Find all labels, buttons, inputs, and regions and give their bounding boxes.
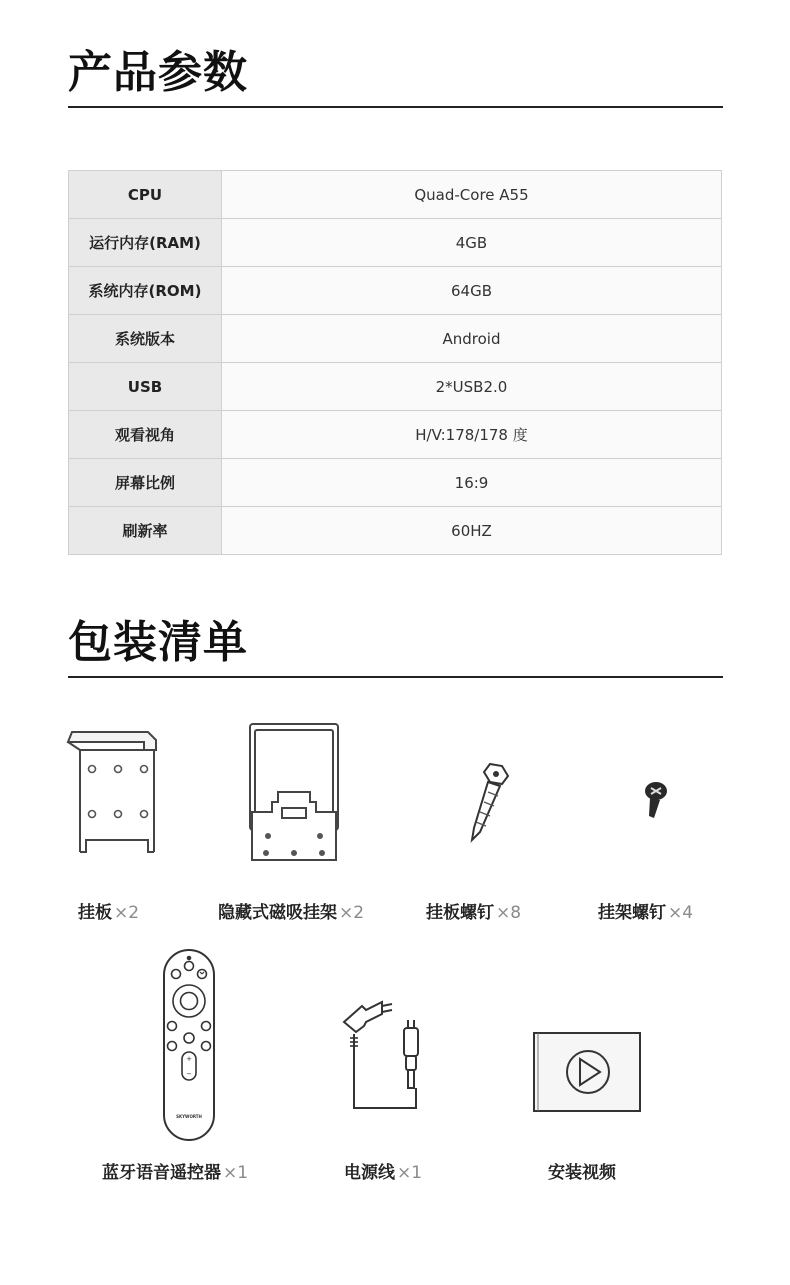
spec-label: CPU <box>69 171 222 219</box>
table-row <box>69 267 722 315</box>
power-cable-icon <box>342 998 438 1114</box>
package-item-name: 蓝牙语音遥控器 <box>102 1163 221 1183</box>
package-item-qty: ×2 <box>339 903 365 923</box>
package-item-qty: ×2 <box>114 903 140 923</box>
package-item-caption <box>218 898 364 923</box>
table-row <box>69 171 722 219</box>
package-item-name: 隐藏式磁吸挂架 <box>218 903 337 923</box>
table-row <box>69 363 722 411</box>
spec-label: 系统版本 <box>69 315 222 363</box>
table-row <box>69 459 722 507</box>
spec-label: 刷新率 <box>69 507 222 555</box>
package-item-name: 电源线 <box>344 1163 395 1183</box>
table-row <box>69 219 722 267</box>
spec-value: 64GB <box>222 267 722 315</box>
short-screw-icon <box>640 780 670 822</box>
spec-label: USB <box>69 363 222 411</box>
table-row <box>69 315 722 363</box>
package-item-qty: ×1 <box>397 1163 423 1183</box>
specs-section-title: 产品参数 <box>68 47 248 98</box>
specs-title-divider <box>68 106 723 108</box>
table-row <box>69 507 722 555</box>
package-item-caption <box>548 1158 618 1183</box>
package-item-caption <box>102 1158 248 1183</box>
spec-value: 2*USB2.0 <box>222 363 722 411</box>
table-row <box>69 411 722 459</box>
spec-label: 运行内存(RAM) <box>69 219 222 267</box>
package-item-caption <box>426 898 521 923</box>
spec-label: 系统内存(ROM) <box>69 267 222 315</box>
magnetic-bracket-icon <box>248 722 340 864</box>
package-section-title: 包装清单 <box>68 617 248 668</box>
package-item-caption <box>344 1158 422 1183</box>
package-item-name: 挂板螺钉 <box>426 903 494 923</box>
svg-text:+: + <box>186 1055 192 1063</box>
remote-control-icon <box>162 948 216 1144</box>
wall-plate-icon <box>64 728 160 858</box>
package-title-divider <box>68 676 723 678</box>
package-item-name: 挂板 <box>78 903 112 923</box>
specs-table <box>68 170 722 555</box>
package-item-name: 安装视频 <box>548 1163 616 1183</box>
remote-brand-text: SKYWORTH <box>176 1114 202 1119</box>
spec-label: 屏幕比例 <box>69 459 222 507</box>
spec-label: 观看视角 <box>69 411 222 459</box>
spec-value: Quad-Core A55 <box>222 171 722 219</box>
spec-value: 4GB <box>222 219 722 267</box>
long-screw-icon <box>462 760 512 844</box>
play-video-icon[interactable] <box>532 1030 642 1114</box>
package-item-qty: ×1 <box>223 1163 249 1183</box>
package-item-name: 挂架螺钉 <box>598 903 666 923</box>
package-item-caption <box>78 898 139 923</box>
svg-text:−: − <box>186 1070 192 1078</box>
package-item-qty: ×4 <box>668 903 694 923</box>
spec-value: Android <box>222 315 722 363</box>
package-item-qty: ×8 <box>496 903 522 923</box>
spec-value: 60HZ <box>222 507 722 555</box>
spec-value: 16:9 <box>222 459 722 507</box>
spec-value: H/V:178/178 度 <box>222 411 722 459</box>
package-item-caption <box>598 898 693 923</box>
